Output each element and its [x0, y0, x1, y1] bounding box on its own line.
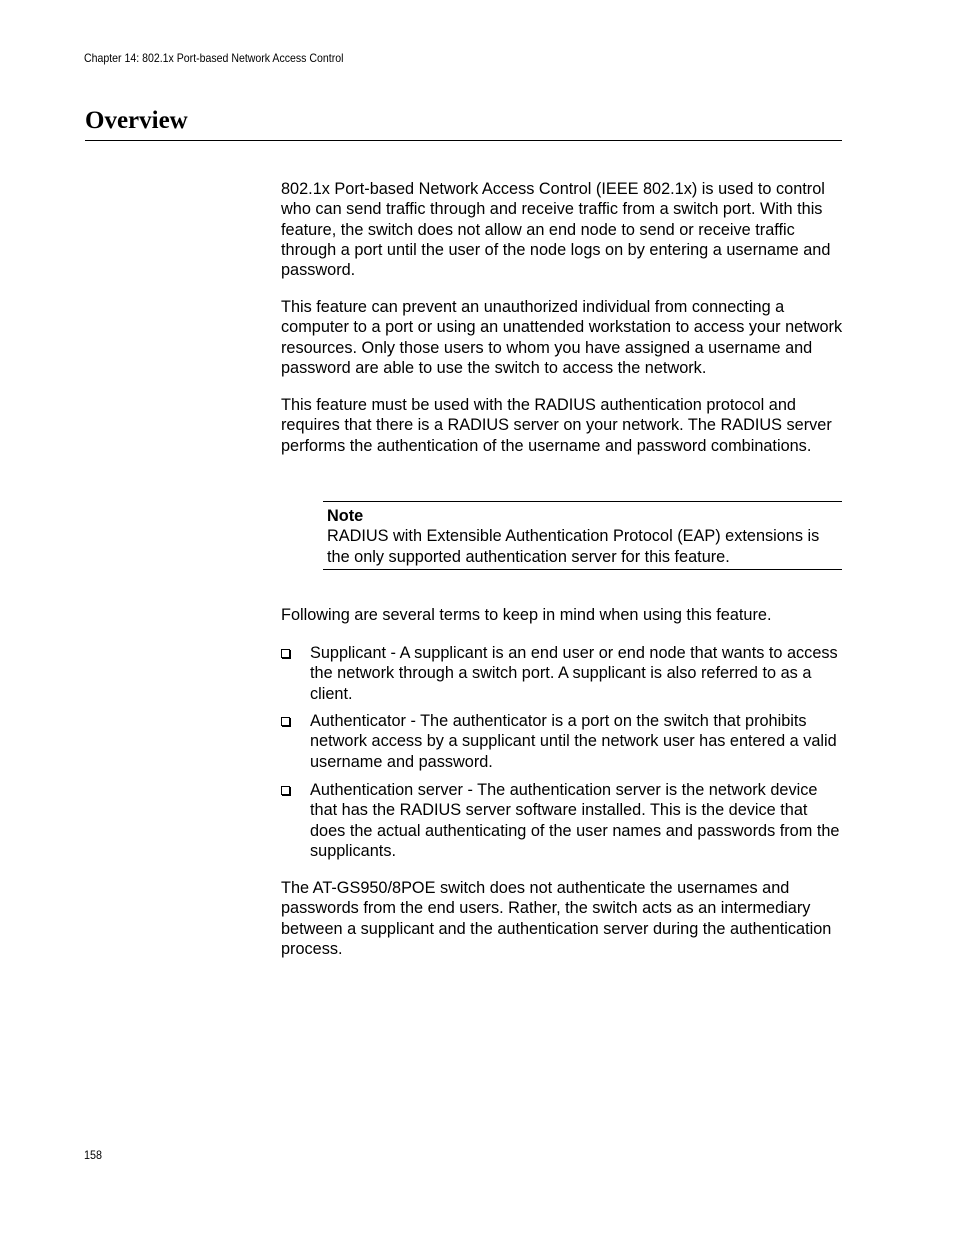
paragraph-closing [281, 878, 846, 959]
running-header: Chapter 14: 802.1x Port-based Network Access Control [84, 51, 344, 65]
paragraph-text: The AT-GS950/8POE switch does not authenticate the usernames and passwords from the end users. Rather, the switch acts as an intermediary between a supplicant and the authentication server during the authentication process. [281, 879, 832, 958]
paragraph-intro [281, 179, 846, 280]
paragraph-security [281, 297, 846, 378]
note-text: RADIUS with Extensible Authentication Protocol (EAP) extensions is the only supported authentication server for this feature. [327, 527, 820, 566]
paragraph-text: Following are several terms to keep in mind when using this feature. [281, 606, 772, 624]
title-rule [85, 140, 842, 141]
list-item-text: Authentication server - The authentication server is the network device that has the RADIUS server software installed. This is the device that does the actual authenticating of the user names and passwords from the supplicants. [310, 781, 840, 860]
paragraph-text: This feature must be used with the RADIUS authentication protocol and requires that there is a RADIUS server on your network. The RADIUS server performs the authentication of the username and password combinations. [281, 396, 832, 455]
note-title: Note [327, 507, 364, 525]
checkbox-bullet-icon [281, 649, 290, 658]
section-title: Overview [85, 107, 188, 134]
list-item-text: Supplicant - A supplicant is an end user or end node that wants to access the network through a switch port. A supplicant is also referred to as a client. [310, 644, 838, 703]
note-box [323, 501, 842, 570]
paragraph-text: 802.1x Port-based Network Access Control (IEEE 802.1x) is used to control who can send traffic through and receive traffic from a switch port. With this feature, the switch does not allow an end node to send or receive traffic through a port until the user of the node logs on by entering a username and password. [281, 180, 831, 280]
list-item-text: Authenticator - The authenticator is a port on the switch that prohibits network access by a supplicant until the network user has entered a valid username and password. [310, 712, 837, 771]
terms-intro [281, 605, 846, 625]
paragraph-text: This feature can prevent an unauthorized individual from connecting a computer to a port or using an unattended workstation to access your network resources. Only those users to whom you have assigned a username and password are able to use the switch to access the network. [281, 298, 843, 377]
checkbox-bullet-icon [281, 717, 290, 726]
page-number: 158 [84, 1148, 103, 1162]
checkbox-bullet-icon [281, 786, 290, 795]
paragraph-radius [281, 395, 846, 456]
